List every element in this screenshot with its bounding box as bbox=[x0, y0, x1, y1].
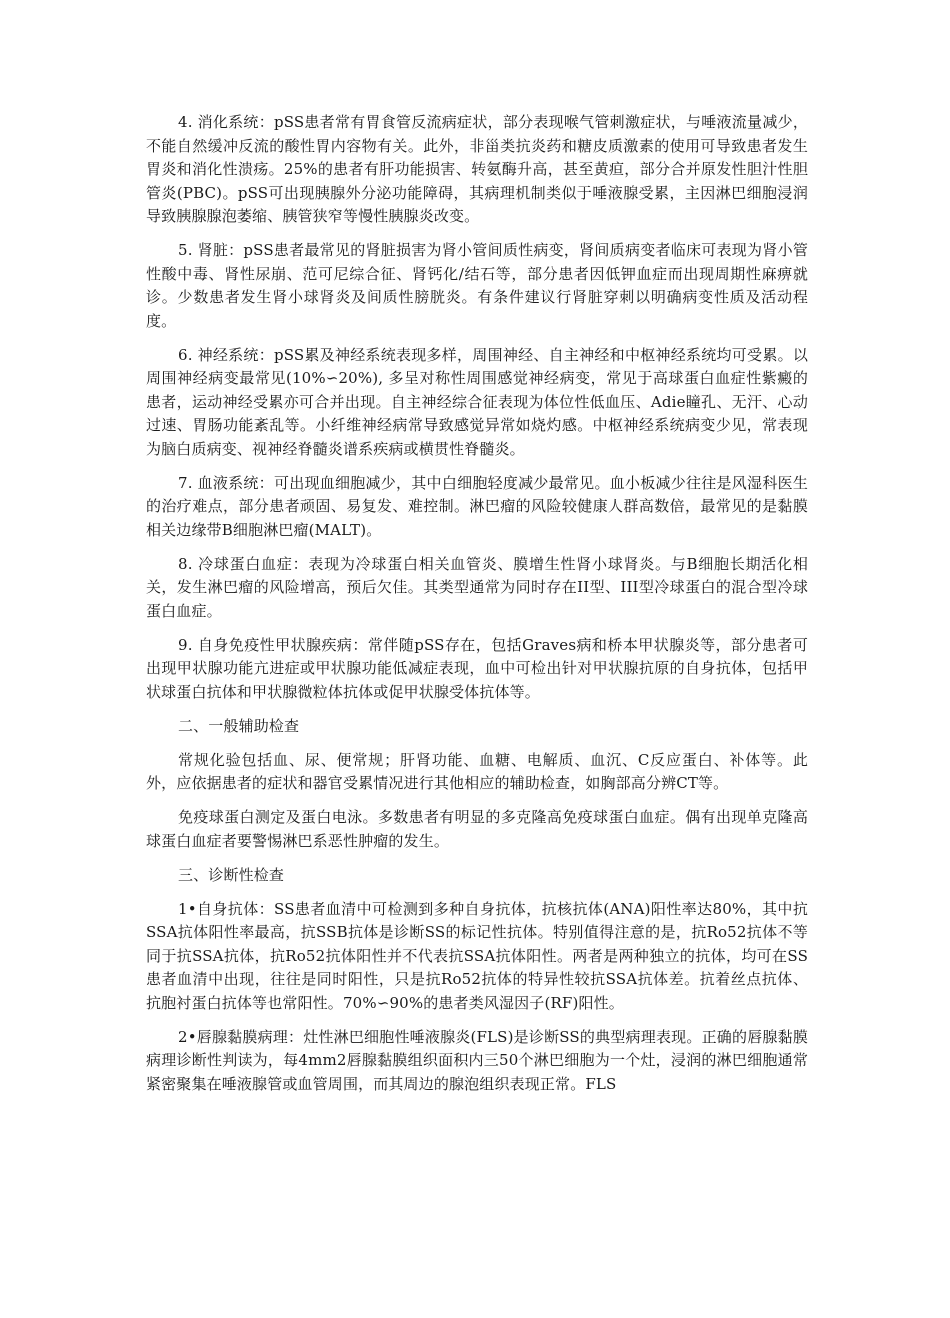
paragraph-kidney: 5. 肾脏：pSS患者最常见的肾脏损害为肾小管间质性病变，肾间质病变者临床可表现为肾小管性酸中毒、肾性尿崩、范可尼综合征、肾钙化/结石等，部分患者因低钾血症而出现周期性麻痹就诊。少数患者发生肾小球肾炎及间质性膀胱炎。有条件建议行肾脏穿刺以明确病变性质及活动程度。 bbox=[146, 241, 808, 330]
paragraph-routine-tests: 常规化验包括血、尿、便常规；肝肾功能、血糖、电解质、血沉、C反应蛋白、补体等。此外，应依据患者的症状和器官受累情况进行其他相应的辅助检查，如胸部高分辨CT等。 bbox=[146, 750, 808, 792]
paragraph-autoantibodies: 1•自身抗体：SS患者血清中可检测到多种自身抗体，抗核抗体(ANA)阳性率达80%，其中抗SSA抗体阳性率最高，抗SSB抗体是诊断SS的标记性抗体。特别值得注意的是，抗Ro52抗体不等同于抗SSA抗体，抗Ro52抗体阳性并不代表抗SSA抗体阳性。两者是两种独立的抗体，均可在SS患者血清中出现，往往是同时阳性，只是抗Ro52抗体的特异性较抗SSA抗体差。抗着丝点抗体、抗胞衬蛋白抗体等也常阳性。70%∽90%的患者类风湿因子(RF)阳性。 bbox=[146, 899, 808, 1012]
paragraph-thyroid-disease: 9. 自身免疫性甲状腺疾病：常伴随pSS存在，包括Graves病和桥本甲状腺炎等，部分患者可出现甲状腺功能亢进症或甲状腺功能低减症表现，血中可检出针对甲状腺抗原的自身抗体，包括甲状球蛋白抗体和甲状腺微粒体抗体或促甲状腺受体抗体等。 bbox=[146, 635, 808, 701]
paragraph-blood-system: 7. 血液系统：可出现血细胞减少，其中白细胞轻度减少最常见。血小板减少往往是风湿科医生的治疗难点，部分患者顽固、易复发、难控制。淋巴瘤的风险较健康人群高数倍，最常见的是黏膜相关边缘带B细胞淋巴瘤(MALT)。 bbox=[146, 473, 808, 539]
paragraph-nervous-system: 6. 神经系统：pSS累及神经系统表现多样，周围神经、自主神经和中枢神经系统均可受累。以周围神经病变最常见(10%∽20%), 多呈对称性周围感觉神经病变，常见于高球蛋白血症性紫癜的患者，运动神经受累亦可合并出现。自主神经综合征表现为体位性低血压、Adie瞳孔、无汗、心动过速、胃肠功能紊乱等。小纤维神经病常导致感觉异常如烧灼感。中枢神经系统病变少见，常表现为脑白质病变、视神经脊髓炎谱系疾病或横贯性脊髓炎。 bbox=[146, 345, 808, 458]
section-heading-diagnostic-tests: 三、诊断性检查 bbox=[178, 865, 285, 884]
paragraph-immunoglobulin: 免疫球蛋白测定及蛋白电泳。多数患者有明显的多克隆高免疫球蛋白血症。偶有出现单克隆高球蛋白血症者要警惕淋巴系恶性肿瘤的发生。 bbox=[146, 808, 808, 850]
paragraph-labial-gland-pathology: 2•唇腺黏膜病理：灶性淋巴细胞性唾液腺炎(FLS)是诊断SS的典型病理表现。正确的唇腺黏膜病理诊断性判读为，每4mm2唇腺黏膜组织面积内三50个淋巴细胞为一个灶，浸润的淋巴细胞通常紧密聚集在唾液腺管或血管周围，而其周边的腺泡组织表现正常。FLS bbox=[146, 1027, 808, 1093]
paragraph-digestive-system: 4. 消化系统：pSS患者常有胃食管反流病症状，部分表现喉气管刺激症状，与唾液流量减少，不能自然缓冲反流的酸性胃内容物有关。此外，非甾类抗炎药和糖皮质激素的使用可导致患者发生胃炎和消化性溃疡。25%的患者有肝功能损害、转氨酶升高，甚至黄疸，部分合并原发性胆汁性胆管炎(PBC)。pSS可出现胰腺外分泌功能障碍，其病理机制类似于唾液腺受累，主因淋巴细胞浸润导致胰腺腺泡萎缩、胰管狭窄等慢性胰腺炎改变。 bbox=[146, 113, 808, 225]
paragraph-cryoglobulinemia: 8. 冷球蛋白血症：表现为冷球蛋白相关血管炎、膜增生性肾小球肾炎。与B细胞长期活化相关，发生淋巴瘤的风险增高，预后欠佳。其类型通常为同时存在II型、III型冷球蛋白的混合型冷球蛋白血症。 bbox=[146, 554, 808, 620]
section-heading-general-tests: 二、一般辅助检查 bbox=[178, 716, 300, 735]
document-body bbox=[146, 111, 808, 1107]
